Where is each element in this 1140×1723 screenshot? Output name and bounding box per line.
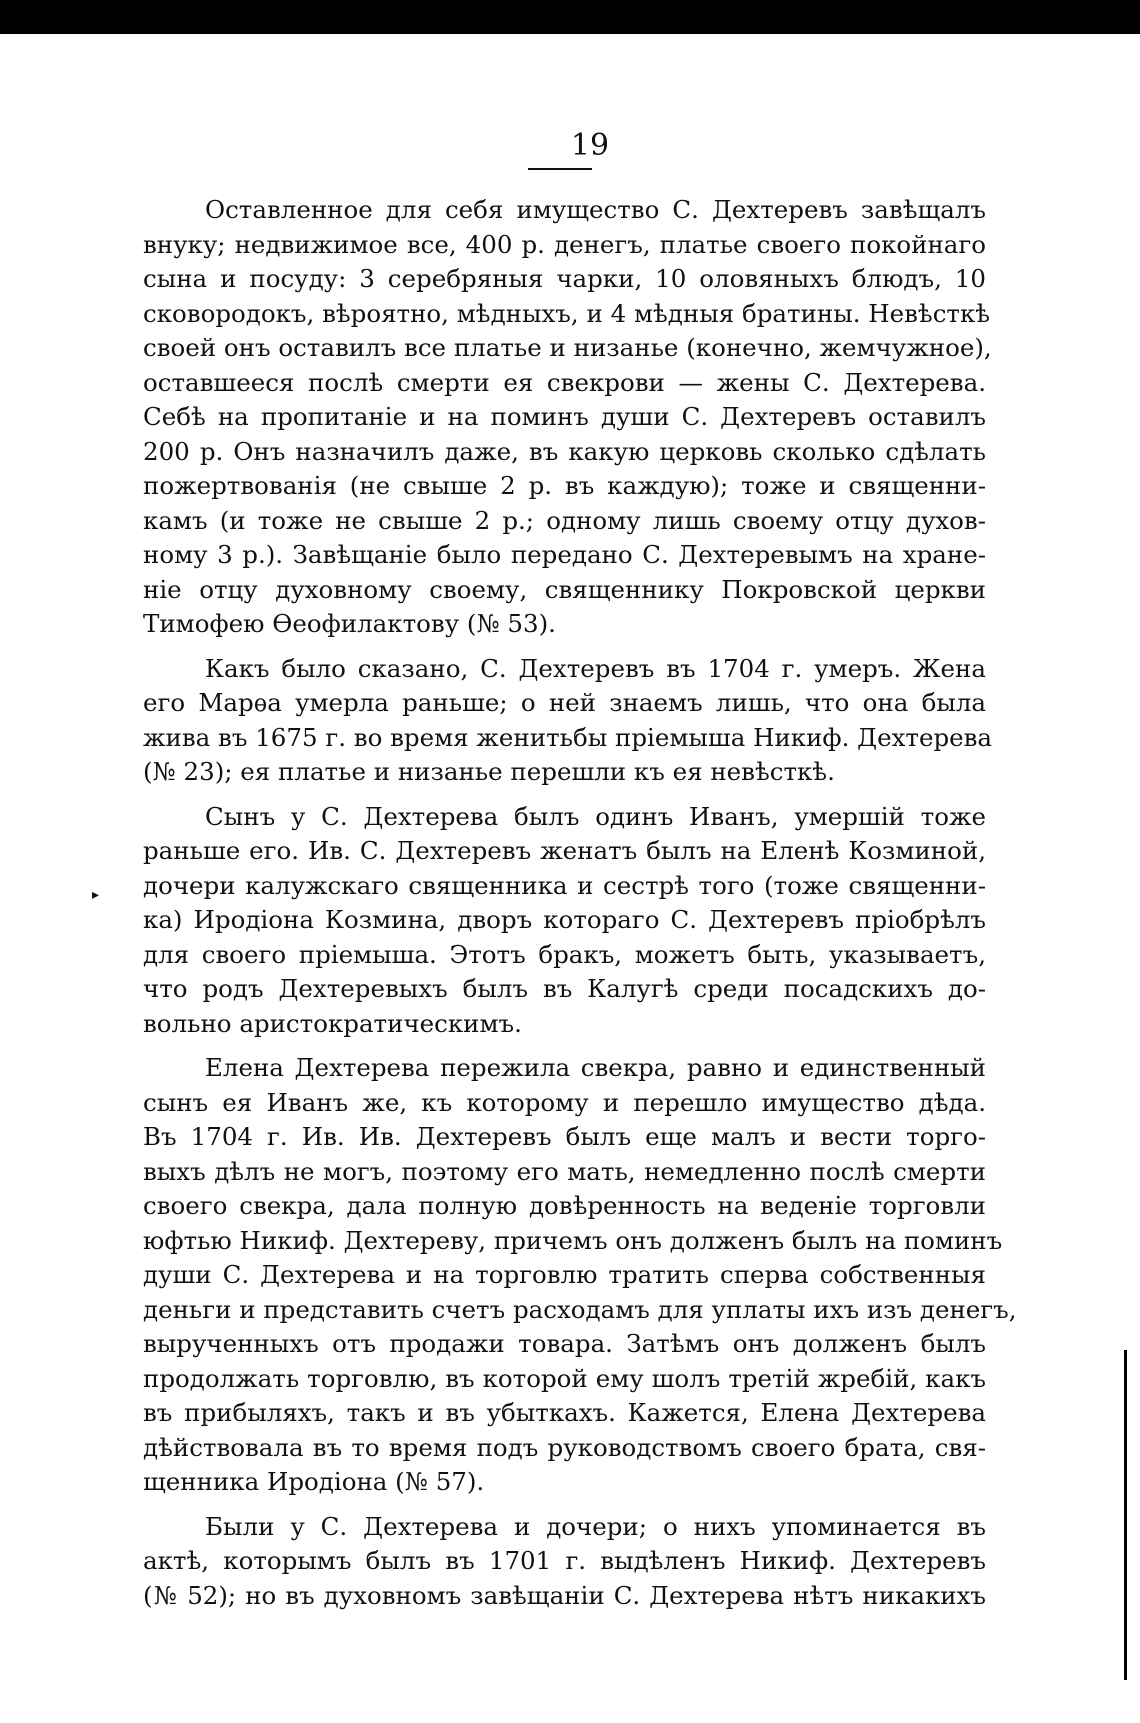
scan-top-border xyxy=(0,0,1140,34)
page-number: 19 xyxy=(570,128,610,163)
text-line: въ прибыляхъ, такъ и въ убыткахъ. Кажется, Елена Дехтерева xyxy=(143,1398,986,1427)
text-line: Оставленное для себя имущество С. Дехтеревъ завѣщалъ xyxy=(205,195,986,224)
text-line: сковородокъ, вѣроятно, мѣдныхъ, и 4 мѣдныя братины. Невѣсткѣ xyxy=(143,298,991,328)
paragraph xyxy=(143,1051,1017,1500)
text-line: внуку; недвижимое все, 400 р. денегъ, платье своего покойнаго xyxy=(143,229,986,259)
text-line: Были у С. Дехтерева и дочери; о нихъ упоминается въ xyxy=(205,1511,986,1541)
text-line: нiе отцу духовному своему, священнику Покровской церкви xyxy=(143,574,986,604)
margin-mark: ▸ xyxy=(92,887,100,903)
text-line: пожертвованiя (не свыше 2 р. въ каждую); тоже и священни- xyxy=(143,471,986,500)
text-line: щенника Иродiона (№ 57). xyxy=(143,1467,485,1496)
text-line: Елена Дехтерева пережила свекра, равно и единственный xyxy=(205,1053,986,1082)
text-line: дѣйствовала въ то время подъ руководствомъ своего брата, свя- xyxy=(143,1432,986,1462)
text-line: сына и посуду: 3 серебряныя чарки, 10 оловяныхъ блюдъ, 10 xyxy=(143,264,986,293)
text-line: своей онъ оставилъ все платье и низанье (конечно, жемчужное), xyxy=(143,333,992,362)
text-line: оставшееся послѣ смерти ея свекрови — жены С. Дехтерева. xyxy=(143,367,986,397)
text-line: деньги и представить счетъ расходамъ для уплаты ихъ изъ денегъ, xyxy=(143,1294,1017,1324)
text-line: души С. Дехтерева и на торговлю тратить сперва собственныя xyxy=(143,1260,986,1289)
text-line: продолжать торговлю, въ которой ему шолъ третiй жребiй, какъ xyxy=(143,1363,986,1393)
text-line: его Марѳа умерла раньше; о ней знаемъ лишь, что она была xyxy=(143,688,986,717)
text-line: Сынъ у С. Дехтерева былъ одинъ Иванъ, умершiй тоже xyxy=(205,801,986,831)
paragraph xyxy=(143,1510,986,1614)
paragraph xyxy=(143,193,992,642)
text-line: Тимофею Ѳеофилактову (№ 53). xyxy=(143,609,556,638)
text-line: что родъ Дехтеревыхъ былъ въ Калугѣ среди посадскихъ до- xyxy=(143,974,986,1003)
text-line: юфтью Никиф. Дехтереву, причемъ онъ долженъ былъ на поминъ xyxy=(143,1225,1003,1255)
text-line: 200 р. Онъ назначилъ даже, въ какую церковь сколько сдѣлать xyxy=(143,436,986,466)
text-line: актѣ, которымъ былъ въ 1701 г. выдѣленъ Никиф. Дехтеревъ xyxy=(143,1546,986,1575)
text-line: (№ 52); но въ духовномъ завѣщанiи С. Дехтерева нѣтъ никакихъ xyxy=(143,1580,986,1610)
scan-right-edge xyxy=(1124,1350,1127,1680)
text-line: раньше его. Ив. С. Дехтеревъ женатъ былъ на Еленѣ Козминой, xyxy=(143,836,986,865)
text-line: Себѣ на пропитанiе и на поминъ души С. Дехтеревъ оставилъ xyxy=(143,402,986,431)
text-line: своего свекра, дала полную довѣренность на веденiе торговли xyxy=(143,1191,986,1220)
text-line: (№ 23); ея платье и низанье перешли къ ея невѣсткѣ. xyxy=(143,757,835,786)
text-line: для своего прiемыша. Этотъ бракъ, можетъ быть, указываетъ, xyxy=(143,939,986,969)
text-line: Какъ было сказано, С. Дехтеревъ въ 1704 г. умеръ. Жена xyxy=(205,653,986,683)
text-line: камъ (и тоже не свыше 2 р.; одному лишь своему отцу духов- xyxy=(143,505,986,535)
text-line: Въ 1704 г. Ив. Ив. Дехтеревъ былъ еще малъ и вести торго- xyxy=(143,1122,986,1151)
text-line: ка) Иродiона Козмина, дворъ котораго С. Дехтеревъ прiобрѣлъ xyxy=(143,905,986,934)
text-line: жива въ 1675 г. во время женитьбы прiемыша Никиф. Дехтерева xyxy=(143,722,993,752)
text-line: сынъ ея Иванъ же, къ которому и перешло имущество дѣда. xyxy=(143,1087,986,1117)
text-line: вольно аристократическимъ. xyxy=(143,1008,522,1038)
paragraph xyxy=(143,652,993,790)
text-line: дочери калужскаго священника и сестрѣ того (тоже священни- xyxy=(143,870,986,900)
page-number-rule xyxy=(528,168,592,170)
document-body xyxy=(143,193,1017,1623)
text-line: вырученныхъ отъ продажи товара. Затѣмъ онъ долженъ былъ xyxy=(143,1329,986,1358)
paragraph xyxy=(143,800,986,1042)
text-line: ному 3 р.). Завѣщанiе было передано С. Дехтеревымъ на хране- xyxy=(143,540,986,569)
text-line: выхъ дѣлъ не могъ, поэтому его мать, немедленно послѣ смерти xyxy=(143,1156,986,1186)
